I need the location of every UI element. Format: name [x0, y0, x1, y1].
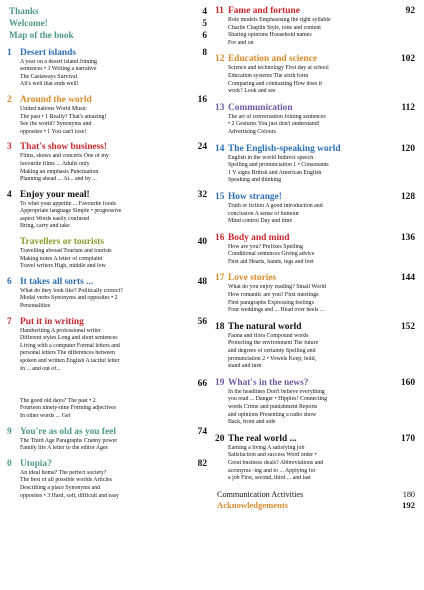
- topic-line: Planning ahead ... At... and by ...: [20, 176, 97, 183]
- unit-heading: [7, 95, 207, 106]
- topic-line: Different styles Long and short sentences: [20, 335, 118, 342]
- unit-heading: [215, 273, 415, 284]
- topic-line: Education systems The sixth form: [228, 72, 309, 79]
- unit-heading: [7, 459, 207, 470]
- unit-number: 20: [215, 433, 225, 444]
- unit-heading: [215, 434, 415, 445]
- unit-number: 15: [215, 191, 225, 202]
- unit-number: 13: [215, 102, 225, 113]
- topic-line: Films, shows and concerts One of my: [20, 153, 109, 160]
- topic-line: acronyms -ing and to ... Applying for: [228, 467, 316, 474]
- intro-row[interactable]: [9, 18, 207, 30]
- topic-line: Charlie Chaplin Style, tone and content: [228, 24, 321, 31]
- topic-line: personal letters The differences between: [20, 350, 115, 357]
- topic-line: In other words ... Get: [20, 412, 71, 419]
- topic-line: Comparing and contrasting How does it: [228, 80, 323, 87]
- unit-number: 3: [7, 142, 12, 153]
- topic-line: How romantic are you? First meetings: [228, 292, 319, 299]
- unit-number: 17: [215, 273, 225, 284]
- topic-line: pronunciation 2 • Vowels Keep, hold,: [228, 355, 317, 362]
- unit-page-number: 56: [197, 316, 207, 327]
- back-matter-page: 192: [402, 500, 415, 511]
- topic-line: First aid Hearts, hands, legs and feet: [228, 258, 314, 265]
- unit-page-number: 144: [400, 273, 415, 284]
- unit-page-number: 40: [197, 237, 207, 248]
- right-column: [215, 6, 415, 590]
- unit-topics: [20, 390, 193, 420]
- unit-title: Fame and fortune: [228, 6, 300, 16]
- left-unit-list: [7, 48, 207, 501]
- unit-number: 19: [215, 377, 225, 388]
- unit-number: 9: [7, 426, 12, 437]
- unit-number: 18: [215, 321, 225, 332]
- unit-title: Education and science: [228, 54, 318, 65]
- topic-line: you read ... Danger • Hippies! Connecting: [228, 396, 328, 403]
- unit-topics: [20, 153, 193, 183]
- unit-page-number: 152: [400, 321, 415, 332]
- intro-row[interactable]: [9, 30, 207, 42]
- unit-page-number: 160: [400, 377, 415, 388]
- topic-line: Earning a living A satisfying job: [228, 444, 305, 451]
- unit-entry[interactable]: [7, 190, 207, 231]
- unit-page-number: 102: [400, 54, 415, 65]
- unit-topics: [20, 438, 193, 453]
- topic-line: Mind control Day and time: [228, 218, 293, 225]
- topic-line: Making an emphasis Punctuation: [20, 168, 99, 175]
- unit-entry[interactable]: [215, 322, 415, 371]
- unit-heading: [7, 237, 207, 248]
- topic-line: • 2 Gestures You just don't understand!: [228, 121, 320, 128]
- topic-line: Making notes A letter of complaint: [20, 255, 103, 262]
- topic-line: Describing a place Synonyms and: [20, 484, 101, 491]
- unit-title: The real world ...: [228, 433, 297, 444]
- unit-topics: [20, 201, 193, 231]
- unit-entry[interactable]: [7, 142, 207, 183]
- unit-heading: [215, 54, 415, 65]
- topic-line: See the world? Synonyms and: [20, 121, 92, 128]
- unit-title: It takes all sorts ...: [20, 276, 94, 287]
- unit-number: 2: [7, 94, 12, 105]
- unit-entry[interactable]: [215, 192, 415, 226]
- topic-line: Bring, carry and take: [20, 223, 70, 230]
- unit-number: 6: [7, 276, 12, 287]
- unit-entry[interactable]: [215, 434, 415, 483]
- topic-line: conclusion A sense of humour: [228, 210, 300, 217]
- topic-line: Truth or fiction A good introduction and: [228, 202, 323, 209]
- unit-page-number: 112: [401, 102, 415, 113]
- topic-line: Fauna and flora Compound words: [228, 332, 309, 339]
- unit-entry[interactable]: [7, 237, 207, 271]
- unit-entry[interactable]: [215, 378, 415, 427]
- unit-heading: [7, 190, 207, 201]
- intro-page: 4: [202, 6, 207, 16]
- unit-entry[interactable]: [7, 277, 207, 311]
- topic-line: The Third Age Paragraphs Cranny power: [20, 437, 118, 444]
- topic-line: and opinions Presenting a radio show: [228, 411, 317, 418]
- unit-topics: [20, 106, 193, 136]
- unit-title: Desert islands: [20, 47, 76, 58]
- unit-title: Travellers or tourists: [20, 237, 105, 248]
- unit-number: 4: [7, 189, 12, 200]
- topic-line: United nations World Music: [20, 105, 87, 112]
- unit-topics: [20, 288, 193, 311]
- unit-title: Communication: [228, 102, 293, 113]
- topic-line: aspect Words easily confused: [20, 215, 90, 222]
- unit-entry[interactable]: [215, 233, 415, 267]
- unit-page-number: 120: [400, 143, 415, 154]
- unit-number: 12: [215, 54, 225, 65]
- back-matter-row[interactable]: [215, 500, 415, 512]
- unit-entry[interactable]: [7, 95, 207, 136]
- unit-topics: [228, 284, 401, 314]
- topic-line: What do they look like? Politically correct?: [20, 287, 123, 294]
- intro-row[interactable]: [9, 6, 207, 18]
- intro-page: 5: [202, 18, 207, 29]
- topic-line: Four weddings and ... Head over heels ...: [228, 307, 325, 314]
- unit-number: 16: [215, 232, 225, 243]
- left-column: [7, 6, 207, 590]
- topic-line: Role models Emphasising the right syllable: [228, 17, 331, 23]
- topic-line: 1 V signs British and American English: [228, 169, 322, 176]
- topic-line: Travelling abroad Tourism and tourists: [20, 248, 112, 255]
- topic-line: Modal verbs Synonyms and opposites • 2: [20, 295, 118, 302]
- unit-page-number: 170: [400, 433, 415, 444]
- topic-line: English in the world Indirect speech: [228, 154, 314, 161]
- intro-label: Map of the book: [9, 30, 74, 41]
- unit-page-number: 24: [197, 142, 207, 153]
- unit-topics: [228, 114, 401, 137]
- topic-line: Travel writers High, middle and low: [20, 263, 106, 270]
- topic-line: opposites • 1 You can't lose!: [20, 128, 87, 135]
- back-matter-label: Acknowledgements: [217, 500, 289, 511]
- unit-heading: [215, 6, 415, 17]
- unit-heading: [215, 233, 415, 244]
- unit-page-number: 82: [197, 458, 207, 469]
- unit-entry[interactable]: [7, 48, 207, 89]
- unit-entry[interactable]: [215, 103, 415, 137]
- topic-line: All's well that ends well!: [20, 81, 79, 88]
- unit-heading: [215, 144, 415, 155]
- topic-line: The Castaways Survival: [20, 73, 78, 80]
- unit-page-number: 136: [400, 232, 415, 243]
- topic-line: [20, 390, 193, 398]
- unit-page-number: 128: [400, 191, 415, 202]
- topic-line: words Crime and punishment Reports: [228, 404, 318, 410]
- unit-heading: [215, 378, 415, 389]
- topic-line: In the headlines Don't believe everything: [228, 388, 325, 395]
- unit-title: Enjoy your meal!: [20, 189, 90, 200]
- back-matter: [215, 489, 415, 512]
- topic-line: The best of all possible worlds Articles: [20, 477, 112, 484]
- unit-number: 0: [7, 458, 12, 469]
- topic-line: How are you? Prefixes Spelling: [228, 243, 303, 250]
- topic-line: Protecting the environment The future: [228, 340, 319, 347]
- topic-line: In ... and out of...: [20, 365, 61, 372]
- unit-topics: [228, 445, 401, 483]
- intro-page: 6: [202, 30, 207, 41]
- unit-page-number: 92: [405, 6, 415, 16]
- topic-line: Science and technology First day at school: [228, 65, 329, 72]
- unit-number: 11: [215, 6, 224, 16]
- topic-line: Living with a computer Formal letters and: [20, 342, 120, 349]
- intro-section: [7, 6, 207, 43]
- unit-topics: [20, 248, 193, 271]
- topic-line: An ideal home? The perfect society?: [20, 469, 107, 476]
- back-matter-page: 180: [402, 489, 415, 499]
- unit-entry[interactable]: [7, 427, 207, 453]
- topic-line: work? Look and see: [228, 88, 276, 95]
- topic-line: For and on: [228, 39, 254, 46]
- unit-heading: [7, 48, 207, 59]
- topic-line: Advertising Colours: [228, 128, 276, 135]
- back-matter-label: Communication Activities: [217, 489, 304, 499]
- unit-topics: [20, 470, 193, 500]
- unit-topics: [228, 17, 401, 47]
- topic-line: Satisfaction and success Word order •: [228, 452, 317, 459]
- unit-page-number: 66: [197, 379, 207, 390]
- unit-heading: [215, 192, 415, 203]
- topic-line: Family life A letter to the editor Ages: [20, 445, 108, 452]
- unit-topics: [20, 59, 193, 89]
- topic-line: The good old days? The past • 2: [20, 397, 96, 404]
- topic-line: To whet your appetite ... Favourite foods: [20, 200, 116, 207]
- unit-title: Around the world: [20, 94, 92, 105]
- unit-title: Body and mind: [228, 232, 290, 243]
- unit-title: What's in the news?: [228, 377, 309, 388]
- unit-heading: [215, 103, 415, 114]
- unit-number: 7: [7, 316, 12, 327]
- topic-line: Appropriate language Simple • progressive: [20, 208, 122, 215]
- unit-heading: [7, 427, 207, 438]
- topic-line: The past • 1 Really? That's amazing!: [20, 113, 107, 120]
- back-matter-row[interactable]: [215, 489, 415, 501]
- topic-line: stand and turn: [228, 363, 262, 370]
- unit-title: Put it in writing: [20, 316, 84, 327]
- unit-heading: [7, 142, 207, 153]
- unit-heading: [215, 322, 415, 333]
- topic-line: sentences • 1 Writing a narrative: [20, 66, 97, 73]
- topic-line: Back, front and side: [228, 419, 276, 426]
- unit-number: 1: [7, 47, 12, 58]
- unit-heading: [7, 379, 207, 390]
- unit-entry[interactable]: [7, 459, 207, 500]
- topic-line: A year on a desert island Joining: [20, 58, 97, 65]
- topic-line: What do you enjoy reading? Small World: [228, 284, 326, 291]
- topic-line: a job First, second, third ... and last: [228, 475, 311, 482]
- unit-entry[interactable]: [7, 379, 207, 420]
- unit-title: That's show business!: [20, 142, 108, 153]
- topic-line: Sharing opinions Household names: [228, 32, 312, 39]
- unit-page-number: 32: [197, 189, 207, 200]
- right-unit-list: [215, 6, 415, 483]
- unit-page-number: 48: [197, 276, 207, 287]
- unit-topics: [228, 155, 401, 185]
- topic-line: and degrees of certainty Spelling and: [228, 348, 316, 355]
- intro-label: Thanks: [9, 6, 39, 16]
- unit-page-number: 16: [197, 94, 207, 105]
- unit-number: 14: [215, 143, 225, 154]
- unit-title: The English-speaking world: [228, 143, 341, 154]
- topic-line: Personalities: [20, 303, 51, 310]
- unit-topics: [20, 328, 193, 374]
- unit-topics: [228, 333, 401, 371]
- unit-topics: [228, 203, 401, 226]
- topic-line: favourite films ... Adults only: [20, 160, 90, 167]
- unit-title: Love stories: [228, 273, 277, 284]
- unit-entry[interactable]: [7, 317, 207, 374]
- topic-line: opposites • 3 Hard, soft, difficult and easy: [20, 492, 119, 499]
- unit-topics: [228, 244, 401, 267]
- unit-entry[interactable]: [215, 144, 415, 185]
- intro-label: Welcome!: [9, 18, 48, 29]
- topic-line: Speaking and thinking: [228, 177, 282, 184]
- unit-title: Utopia?: [20, 458, 52, 469]
- topic-line: spoken and written English A tactful letter: [20, 358, 120, 364]
- topic-line: Conditional sentences Giving advice: [228, 251, 315, 258]
- unit-entry[interactable]: [215, 6, 415, 47]
- unit-topics: [228, 65, 401, 95]
- unit-topics: [228, 389, 401, 427]
- unit-entry[interactable]: [215, 273, 415, 314]
- topic-line: Spelling and pronunciation 1 • Consonants: [228, 162, 329, 169]
- unit-title: You're as old as you feel: [20, 426, 116, 437]
- unit-entry[interactable]: [215, 54, 415, 95]
- unit-title: How strange!: [228, 191, 282, 202]
- unit-heading: [7, 277, 207, 288]
- topic-line: The art of conversation Joining sentences: [228, 113, 326, 120]
- unit-title: The natural world: [228, 321, 302, 332]
- unit-page-number: 74: [197, 426, 207, 437]
- topic-line: Handwriting A professional writer: [20, 327, 101, 334]
- topic-line: Fourteen ninety-nine Forming adjectives: [20, 405, 117, 412]
- topic-line: First paragraphs Expressing feelings: [228, 299, 314, 306]
- topic-line: Great business deals? Abbreviations and: [228, 459, 324, 466]
- unit-page-number: 8: [202, 47, 207, 58]
- unit-heading: [7, 317, 207, 328]
